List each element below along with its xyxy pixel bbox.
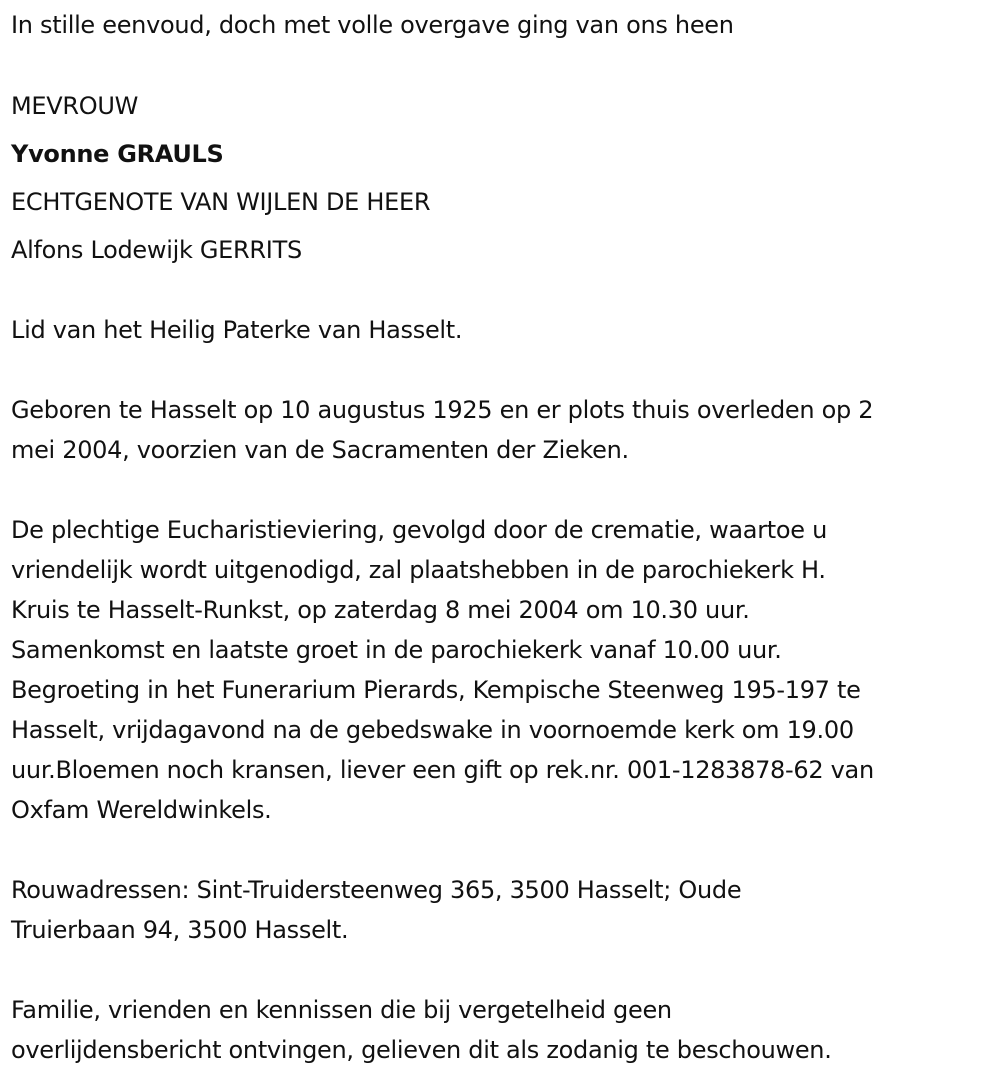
- paragraph-line: Familie, vrienden en kennissen die bij vergetelheid geen: [11, 996, 672, 1024]
- paragraph-line: Samenkomst en laatste groet in de parochiekerk vanaf 10.00 uur.: [11, 636, 782, 664]
- paragraph-line: vriendelijk wordt uitgenodigd, zal plaatshebben in de parochiekerk H.: [11, 556, 826, 584]
- intro-text: In stille eenvoud, doch met volle overgave ging van ons heen: [11, 11, 734, 39]
- paragraph-line: overlijdensbericht ontvingen, gelieven dit als zodanig te beschouwen.: [11, 1036, 832, 1064]
- birth-death-paragraph: [11, 390, 986, 470]
- paragraph-line: Rouwadressen: Sint-Truidersteenweg 365, 3500 Hasselt; Oude: [11, 876, 742, 904]
- address-paragraph: [11, 870, 986, 950]
- ceremony-paragraph: [11, 510, 986, 830]
- paragraph-line: Begroeting in het Funerarium Pierards, Kempische Steenweg 195-197 te: [11, 676, 861, 704]
- spouse-name: Alfons Lodewijk GERRITS: [11, 236, 302, 264]
- deceased-name: Yvonne GRAULS: [11, 140, 224, 168]
- spouse-label: ECHTGENOTE VAN WIJLEN DE HEER: [11, 188, 431, 216]
- paragraph-line: Kruis te Hasselt-Runkst, op zaterdag 8 mei 2004 om 10.30 uur.: [11, 596, 750, 624]
- paragraph-line: Hasselt, vrijdagavond na de gebedswake in voornoemde kerk om 19.00: [11, 716, 854, 744]
- paragraph-line: Truierbaan 94, 3500 Hasselt.: [11, 916, 349, 944]
- closing-paragraph: [11, 990, 986, 1070]
- title-prefix: MEVROUW: [11, 92, 139, 120]
- paragraph-line: De plechtige Eucharistieviering, gevolgd door de crematie, waartoe u: [11, 516, 827, 544]
- paragraph-line: mei 2004, voorzien van de Sacramenten der Zieken.: [11, 436, 629, 464]
- paragraph-line: Geboren te Hasselt op 10 augustus 1925 en er plots thuis overleden op 2: [11, 396, 874, 424]
- paragraph-line: Oxfam Wereldwinkels.: [11, 796, 272, 824]
- membership-text: Lid van het Heilig Paterke van Hasselt.: [11, 316, 463, 344]
- paragraph-line: uur.Bloemen noch kransen, liever een gift op rek.nr. 001-1283878-62 van: [11, 756, 874, 784]
